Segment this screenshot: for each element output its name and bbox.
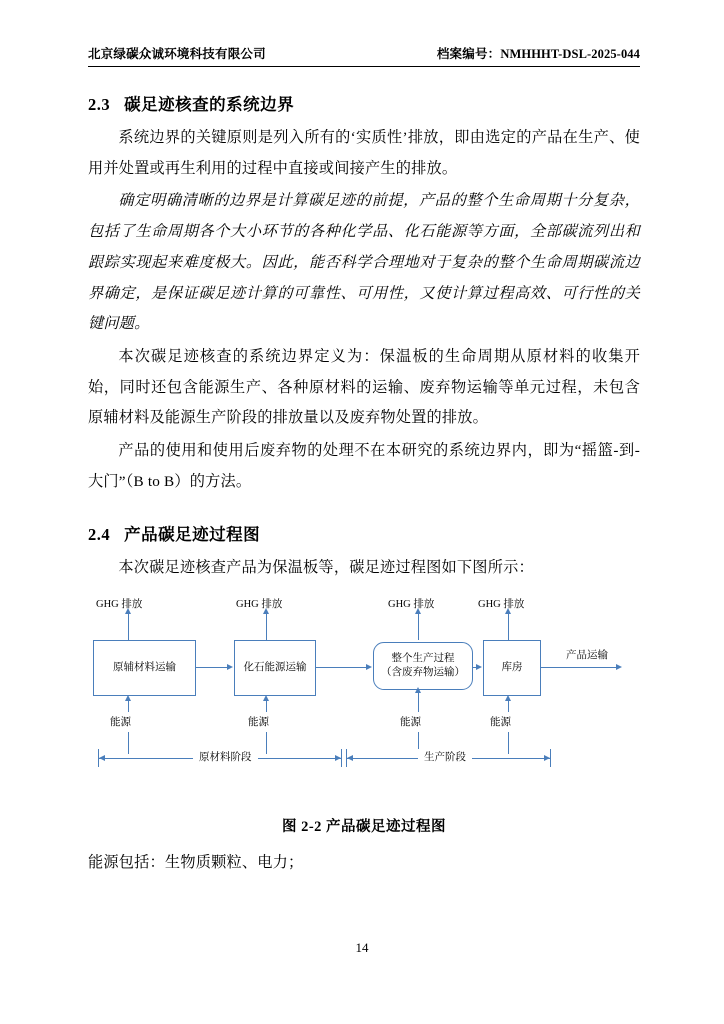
paragraph-2-4-intro: 本次碳足迹核查产品为保温板等，碳足迹过程图如下图所示：	[118, 559, 534, 577]
process-box-2-label: 化石能源运输	[243, 662, 307, 674]
flow-arrowhead-2	[366, 664, 372, 670]
process-box-3	[373, 642, 473, 690]
energy-note: 能源包括：生物质颗粒、电力；	[88, 854, 304, 872]
energy-label-1: 能源	[110, 717, 131, 729]
stage-tick-right-2	[550, 749, 551, 767]
ghg-connector-4	[508, 612, 509, 640]
section-title-2-3: 碳足迹核查的系统边界	[124, 95, 295, 114]
process-flow-diagram	[88, 594, 640, 809]
process-box-4	[483, 640, 541, 696]
header-doc-label: 档案编号：	[436, 47, 501, 61]
ghg-label-3: GHG 排放	[388, 599, 435, 611]
ghg-connector-3	[418, 612, 419, 640]
section-number-2-3: 2.3	[88, 95, 111, 114]
ghg-arrowhead-3	[415, 608, 421, 614]
flow-arrowhead-4	[616, 664, 622, 670]
energy-connector-2b	[266, 732, 267, 754]
flow-connector-2	[316, 667, 367, 668]
flow-arrowhead-3	[476, 664, 482, 670]
paragraph-2-3-4: 产品的使用和使用后废弃物的处理不在本研究的系统边界内，即为“摇篮-到-大门”（B to B）的方法。	[88, 442, 640, 490]
flow-arrowhead-1	[227, 664, 233, 670]
ghg-connector-1	[128, 612, 129, 640]
energy-arrowhead-1	[125, 695, 131, 701]
stage-arrow-right-1	[335, 755, 341, 761]
output-label: 产品运输	[566, 650, 608, 662]
process-box-4-label: 库房	[501, 662, 523, 674]
energy-arrowhead-3	[415, 687, 421, 693]
energy-connector-4b	[508, 732, 509, 754]
paragraph-2-3-2: 确定明确清晰的边界是计算碳足迹的前提，产品的整个生命周期十分复杂，包括了生命周期各个大小环节的各种化学品、化石能源等方面，全部碳流列出和跟踪实现起来难度极大。因此，能否科学合理地对于复杂的整个生命周期碳流边界确定，是保证碳足迹计算的可靠性、可用性，又使计算过程高效、可行性的关键问题。	[88, 192, 640, 333]
ghg-arrowhead-4	[505, 608, 511, 614]
stage-arrow-right-2	[544, 755, 550, 761]
section-title-2-4: 产品碳足迹过程图	[124, 525, 261, 545]
process-box-1	[93, 640, 196, 696]
energy-label-3: 能源	[400, 717, 421, 729]
process-box-2	[234, 640, 316, 696]
section-heading-2-3	[88, 91, 640, 115]
header-company: 北京绿碳众诚环境科技有限公司	[88, 47, 266, 61]
energy-connector-4a	[508, 700, 509, 712]
energy-connector-2a	[266, 700, 267, 712]
figure-caption: 图 2-2 产品碳足迹过程图	[281, 819, 447, 836]
energy-arrowhead-2	[263, 695, 269, 701]
ghg-label-1: GHG 排放	[96, 599, 143, 611]
document-header	[88, 44, 640, 67]
energy-connector-3a	[418, 692, 419, 712]
section-heading-2-4	[88, 521, 640, 545]
ghg-label-4: GHG 排放	[478, 599, 525, 611]
ghg-arrowhead-2	[263, 608, 269, 614]
flow-connector-1	[196, 667, 228, 668]
energy-connector-1a	[128, 700, 129, 712]
stage-label-2: 生产阶段	[418, 749, 472, 764]
ghg-connector-2	[266, 612, 267, 640]
process-box-3-label: 整个生产过程 （含废弃物运输）	[381, 652, 465, 679]
stage-arrow-left-2	[347, 755, 353, 761]
process-box-1-label: 原辅材料运输	[113, 662, 176, 674]
energy-label-2: 能源	[248, 717, 269, 729]
ghg-label-2: GHG 排放	[236, 599, 283, 611]
energy-connector-1b	[128, 732, 129, 754]
stage-tick-right-1	[341, 749, 342, 767]
ghg-arrowhead-1	[125, 608, 131, 614]
page-number: 14	[355, 940, 369, 955]
stage-label-1: 原材料阶段	[193, 749, 258, 764]
paragraph-2-3-1: 系统边界的关键原则是列入所有的‘实质性’排放，即由选定的产品在生产、使用并处置或再生利用的过程中直接或间接产生的排放。	[88, 129, 640, 177]
stage-arrow-left-1	[99, 755, 105, 761]
flow-connector-4	[541, 667, 618, 668]
section-number-2-4: 2.4	[88, 525, 111, 545]
paragraph-2-3-3: 本次碳足迹核查的系统边界定义为：保温板的生命周期从原材料的收集开始，同时还包含能源生产、各种原材料的运输、废弃物运输等单元过程，未包含原辅材料及能源生产阶段的排放量以及废弃物处置的排放。	[88, 347, 640, 427]
energy-arrowhead-4	[505, 695, 511, 701]
energy-label-4: 能源	[490, 717, 511, 729]
header-doc-code: NMHHHT-DSL-2025-044	[500, 47, 640, 61]
page-content	[88, 44, 640, 879]
header-doc-number	[437, 44, 640, 62]
